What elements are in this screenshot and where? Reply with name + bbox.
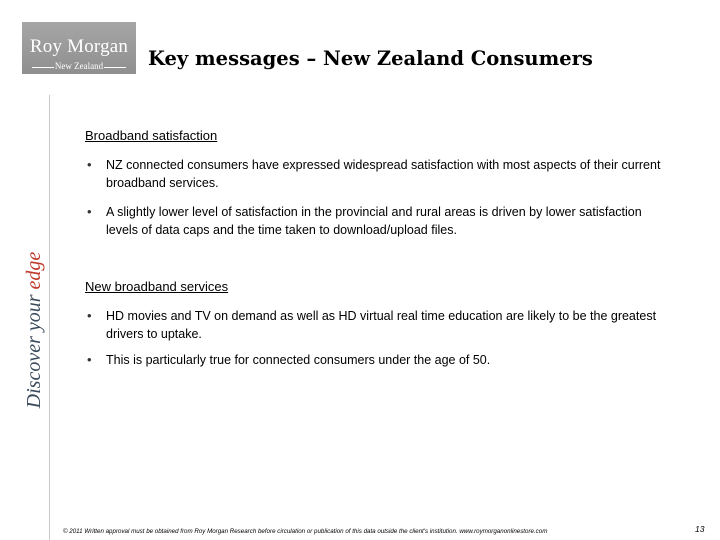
page-title: Key messages – New Zealand Consumers [148, 47, 593, 70]
bullet-text: A slightly lower level of satisfaction in the provincial and rural areas is driven by lower satisfaction levels of data caps and the time taken to download/upload files. [106, 205, 642, 237]
list-item [85, 156, 665, 192]
bullet-icon: • [87, 204, 92, 219]
section-heading-broadband-satisfaction: Broadband satisfaction [85, 128, 218, 143]
bullet-icon: • [87, 308, 92, 323]
bullet-icon: • [87, 352, 92, 367]
bullet-text: NZ connected consumers have expressed widespread satisfaction with most aspects of their current broadband services. [106, 158, 661, 190]
section-heading-new-broadband-services: New broadband services [85, 279, 229, 294]
logo-rule-right [104, 67, 126, 68]
copyright-footer: © 2011 Written approval must be obtained from Roy Morgan Research before circulation or publication of this data outside the client's institution. www.roymorganonlinestore.com [63, 528, 548, 535]
logo-name: Roy Morgan [29, 36, 129, 57]
side-divider [49, 95, 50, 540]
list-item [85, 307, 665, 343]
logo-subtitle: New Zealand [54, 61, 104, 71]
list-item [85, 351, 665, 369]
roy-morgan-logo [22, 22, 136, 74]
bullet-icon: • [87, 157, 92, 172]
tagline [23, 252, 45, 409]
bullet-text: HD movies and TV on demand as well as HD virtual real time education are likely to be the greatest drivers to uptake. [106, 309, 657, 341]
page-number: 13 [695, 524, 705, 534]
tagline-accent: edge [23, 251, 45, 290]
tagline-prefix: Discover your [23, 289, 45, 409]
bullet-text: This is particularly true for connected consumers under the age of 50. [106, 353, 491, 367]
list-item [85, 203, 665, 239]
